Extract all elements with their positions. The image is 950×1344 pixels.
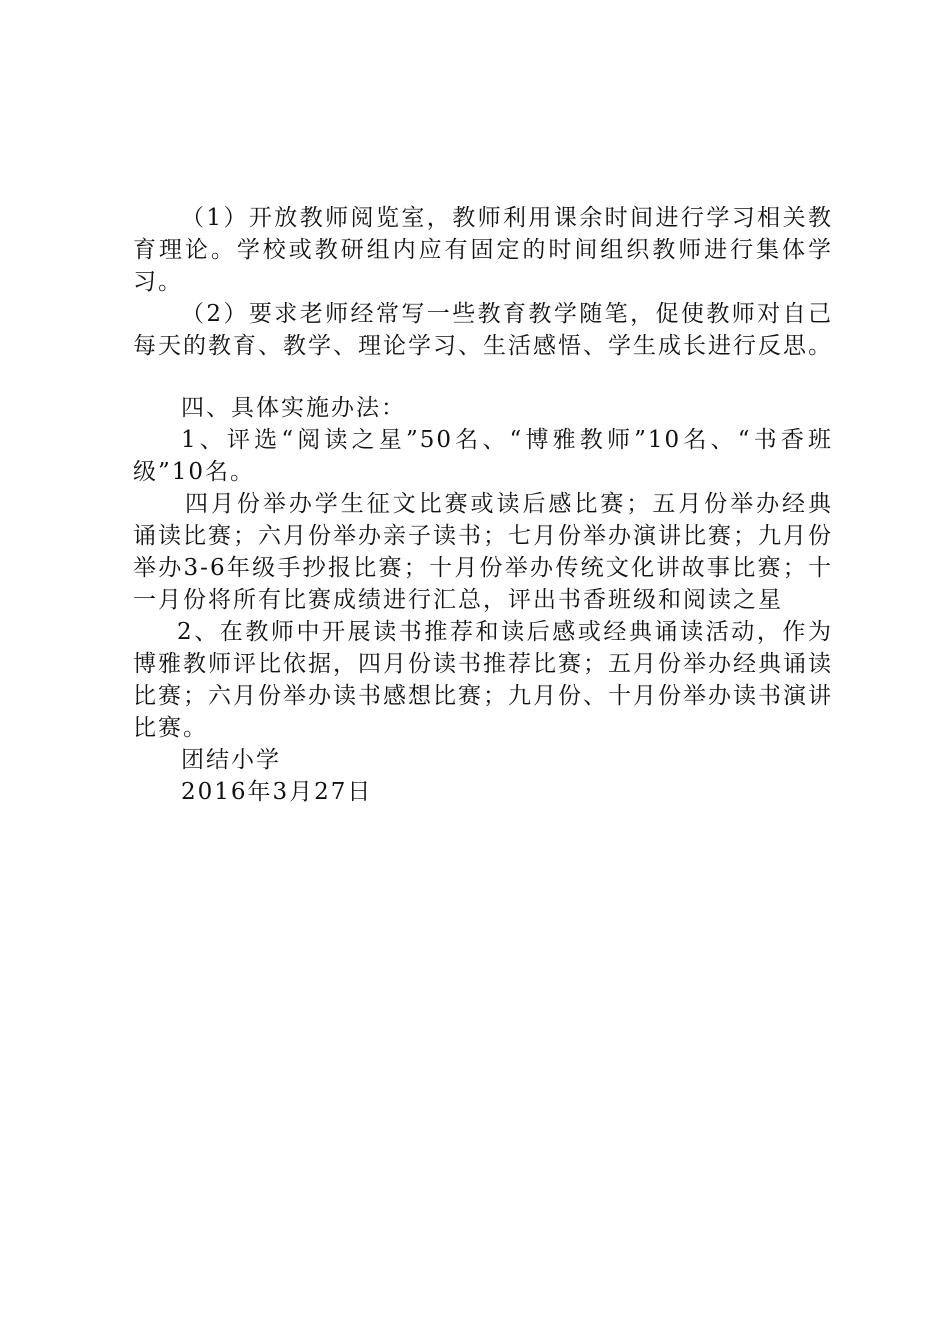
signature-organization: 团结小学 [181,747,281,773]
document-body [133,202,833,808]
section-heading-implementation: 四、具体实施办法： [181,395,406,421]
paragraph-teaching-essays: （2）要求老师经常写一些教育教学随笔，促使教师对自己每天的教育、教学、理论学习、生活感悟、学生成长进行反思。 [133,301,833,359]
paragraph-selection-awards: 1、评选“阅读之星”50名、“博雅教师”10名、“书香班级”10名。 [133,427,833,485]
signature-date: 2016年3月27日 [181,779,373,805]
paragraph-spacer [133,362,833,392]
paragraph-teacher-reading-room: （1）开放教师阅览室，教师利用课余时间进行学习相关教育理论。学校或教研组内应有固定的时间组织教师进行集体学习。 [133,205,833,295]
paragraph-teacher-activities: 2、在教师中开展读书推荐和读后感或经典诵读活动，作为博雅教师评比依据，四月份读书推荐比赛；五月份举办经典诵读比赛；六月份举办读书感想比赛；九月份、十月份举办读书演讲比赛。 [133,619,833,741]
paragraph-student-competitions: 四月份举办学生征文比赛或读后感比赛；五月份举办经典诵读比赛；六月份举办亲子读书；七月份举办演讲比赛；九月份举办3-6年级手抄报比赛；十月份举办传统文化讲故事比赛；十一月份将所有比赛成绩进行汇总，评出书香班级和阅读之星 [133,491,833,613]
